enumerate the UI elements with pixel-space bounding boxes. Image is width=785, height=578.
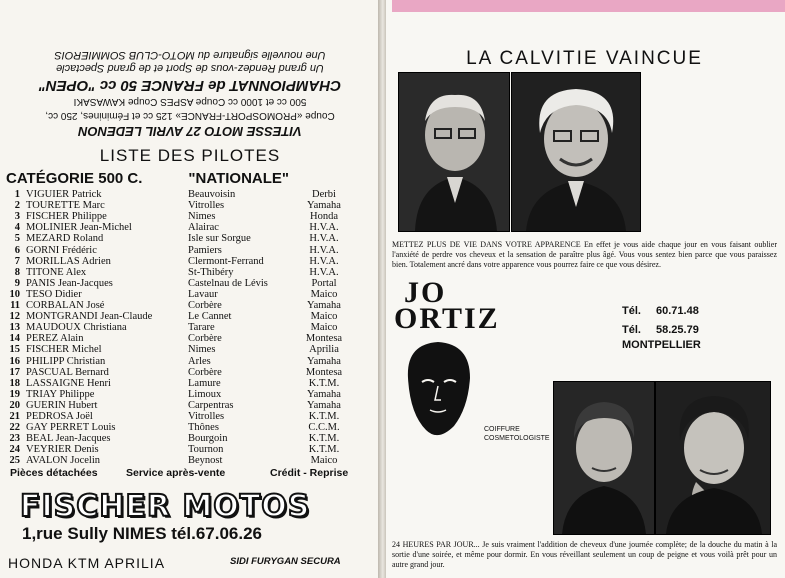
pilot-city: Le Cannet [188,311,232,323]
pilot-name: PEDROSA Joël [26,411,93,422]
pilot-city: Carpentras [188,399,234,411]
phone-block [622,300,699,342]
pilot-bike: K.T.M. [308,377,340,389]
pilot-name: TOURETTE Marc [26,200,105,212]
pilot-city: Corbère [188,366,222,378]
logo-face-illustration [398,338,478,442]
event-cups-line-2: 500 cc et 1000 cc Coupe ASPES Coupe KAWASAKI [73,96,307,107]
shop-equipment-brands: SIDI FURYGAN SECURA [230,556,341,567]
shop-address: 1,rue Sully NIMES tél.67.06.26 [22,524,263,543]
pilot-city: Pamiers [188,244,222,256]
pilot-row [6,378,372,389]
pilot-bike: H.V.A. [309,266,339,278]
service-parts: Pièces détachées [10,467,98,479]
pilot-bike: K.T.M. [308,433,340,445]
logo-sub-cosmetologiste: COSMETOLOGISTE [484,435,550,442]
pilot-bike: Yamaha [307,355,341,367]
photo-young-man-2 [655,381,771,535]
shop-name: FISCHER MOTOS [20,489,311,524]
pilot-row [6,245,372,256]
pilot-row [6,189,372,200]
pilot-city: Isle sur Sorgue [188,233,251,245]
pilot-bike: Yamaha [307,399,341,411]
pilot-number: 6 [14,244,20,256]
pilot-row [6,344,372,355]
pilot-name: MORILLAS Adrien [26,255,111,267]
pilot-city: St-Thibéry [188,266,234,278]
pilot-city: Limoux [188,388,222,400]
tel-label-2: Tél. [622,324,641,336]
pilot-city: Beauvoisin [188,189,236,200]
category-label: CATÉGORIE 500 C. [6,170,143,187]
pilot-city: Bourgoin [188,433,228,445]
pilot-row [6,411,372,422]
pilot-bike: H.V.A. [309,222,339,234]
pilot-number: 12 [9,311,20,323]
pilot-row [6,300,372,311]
pilot-city: Vitrolles [188,411,225,422]
pilot-row [6,200,372,211]
pilot-bike: Aprilia [309,344,339,356]
pilot-number: 14 [9,333,20,345]
pilot-row [6,311,372,322]
pilot-row [6,322,372,333]
pilot-number: 16 [9,355,20,367]
pilot-name: TRIAY Philippe [26,388,95,400]
pilot-bike: Yamaha [307,300,341,311]
pilot-name: MAUDOUX Christiana [26,322,127,334]
pilot-row [6,267,372,278]
pilot-name: TESO Didier [26,288,82,300]
pilot-row [6,433,372,444]
pilot-bike: Yamaha [307,200,341,212]
tel-number-2: 58.25.79 [656,324,699,336]
event-cups-line-1: Coupe «PROMOSPORT-FRANCE» 125 cc et Féminines, 250 cc, [45,110,335,121]
pilot-number: 17 [9,366,20,378]
tel-label-1: Tél. [622,305,641,317]
pilot-bike: H.V.A. [309,244,339,256]
pilot-city: Thônes [188,422,219,434]
pilot-row [6,455,372,466]
pilot-number: 19 [9,388,20,400]
pilot-bike: H.V.A. [309,233,339,245]
pilot-name: AVALON Jocelin [26,455,100,467]
pilot-number: 15 [9,344,20,356]
pilot-number: 22 [9,422,20,434]
pilot-bike: Maico [310,455,338,467]
pilot-bike: Montesa [305,333,343,345]
pilot-city: Vitrolles [188,200,225,212]
photo-after-man [511,72,641,232]
pilot-bike: H.V.A. [309,255,339,267]
pilot-row [6,356,372,367]
pilot-row [6,278,372,289]
pilot-row [6,222,372,233]
pilot-name: TITONE Alex [26,266,87,278]
pilot-number: 25 [9,455,20,467]
championship-title: CHAMPIONNAT de FRANCE 50 cc "OPEN" [38,77,342,94]
pilot-number: 5 [14,233,20,245]
pilot-number: 7 [14,255,20,267]
upside-down-event-header [0,0,380,145]
pilot-number: 8 [14,266,20,278]
photo-young-man-1 [553,381,655,535]
pilot-name: CORBALAN José [26,300,105,311]
pilot-number: 1 [14,189,20,200]
ad-title: LA CALVITIE VAINCUE [466,48,703,69]
pilot-name: GORNI Frédéric [26,244,97,256]
pilot-number: 21 [9,411,20,422]
ad-city: MONTPELLIER [622,339,701,351]
pilot-bike: K.T.M. [308,444,340,456]
pilot-name: PHILIPP Christian [26,355,106,367]
pilot-number: 24 [9,444,20,456]
photo-before-man [398,72,510,232]
pilot-name: MOLINIER Jean-Michel [26,222,132,234]
pilot-number: 18 [9,377,20,389]
pilot-number: 2 [14,200,20,212]
category-name: "NATIONALE" [188,170,290,187]
pilot-number: 4 [14,222,20,234]
pilot-name: FISCHER Michel [26,344,102,356]
pink-edge-strip [392,0,785,12]
pilot-bike: Maico [310,288,338,300]
pilot-name: VEYRIER Denis [26,444,99,456]
pilot-row [6,289,372,300]
pilot-number: 11 [10,300,20,311]
pilot-number: 3 [14,211,20,223]
pilot-city: Corbère [188,300,222,311]
pilot-number: 10 [9,288,20,300]
shop-brands: HONDA KTM APRILIA [8,555,166,571]
pilot-name: GUERIN Hubert [26,399,98,411]
pilot-city: Corbère [188,333,222,345]
pilot-name: FISCHER Philippe [26,211,107,223]
pilot-name: PEREZ Alain [26,333,84,345]
pilot-bike: Portal [311,277,337,289]
category-heading [6,170,335,187]
jo-ortiz-logo [394,276,500,335]
pilot-row [6,400,372,411]
pilot-bike: Maico [310,311,338,323]
pilot-city: Nimes [188,344,216,356]
pilot-row [6,422,372,433]
logo-sub-coiffure: COIFFURE [484,426,520,433]
pilot-number: 23 [9,433,20,445]
ad-footer-text: 24 HEURES PAR JOUR... Je suis vraiment l'addition de cheveux d'une journée complète; de la douche du matin à la sortie d'une soirée, et même pour dormir. En vous réveillant seulement un coup de peigne et vous voilà prêt pour un autre grand jour. [392,540,777,569]
logo-subtitle [484,425,550,443]
pilot-city: Arles [188,355,211,367]
pilot-row [6,444,372,455]
pilot-list-title: LISTE DES PILOTES [99,146,281,165]
event-organizer: Une nouvelle signature du MOTO-CLUB SOMMIEROIS [54,49,326,61]
pilot-city: Alairac [188,222,219,234]
pilot-bike: K.T.M. [308,411,340,422]
pilot-city: Tarare [188,322,215,334]
pilot-row [6,333,372,344]
pilot-bike: Honda [310,211,338,223]
pilot-city: Clermont-Ferrand [188,255,264,267]
pilot-row [6,233,372,244]
service-after-sales: Service après-vente [126,467,226,479]
pilot-name: LASSAIGNE Henri [26,377,111,389]
event-tagline: Un grand Rendez-vous de Sport et de grand Spectacle [56,62,324,74]
pilot-row [6,256,372,267]
tel-number-1: 60.71.48 [656,305,699,317]
pilot-name: PASCUAL Bernard [26,366,109,378]
pilot-bike: Montesa [305,366,343,378]
logo-line-1: JO [404,276,447,309]
ad-blurb: METTEZ PLUS DE VIE DANS VOTRE APPARENCE En effet je vous aide chaque jour en vous faisant oublier l'anxiété de perdre vos cheveux et la sensation de paraître plus âgé. Vous vous sentez bien parce que vous paraissez bien. Totalement ancré dans votre apparence vous pourrez faire ce que vous désirez. [392,240,777,269]
service-credit: Crédit - Reprise [270,467,349,479]
pilot-city: Beynost [188,455,223,467]
logo-line-2: ORTIZ [394,302,500,335]
pilot-number: 13 [9,322,20,334]
pilot-name: PANIS Jean-Jacques [26,277,113,289]
pilot-city: Tournon [188,444,224,456]
pilot-city: Nimes [188,211,216,223]
pilot-row [6,211,372,222]
pilot-city: Castelnau de Lévis [188,277,268,289]
pilot-name: GAY PERRET Louis [26,422,116,434]
pilot-name: BEAL Jean-Jacques [26,433,111,445]
pilot-name: MEZARD Roland [26,233,104,245]
pilot-name: MONTGRANDI Jean-Claude [26,311,153,323]
pilot-name: VIGUIER Patrick [26,189,102,200]
pilot-row [6,367,372,378]
pilot-city: Lavaur [188,288,218,300]
pilot-row [6,389,372,400]
pilot-bike: Yamaha [307,388,341,400]
pilot-bike: C.C.M. [308,422,340,434]
pilot-bike: Derbi [312,189,336,200]
pilot-bike: Maico [310,322,338,334]
pilot-city: Lamure [188,377,221,389]
event-title: VITESSE MOTO 27 AVRIL LEDENON [78,124,302,139]
pilot-number: 20 [9,399,20,411]
pilot-number: 9 [14,277,20,289]
